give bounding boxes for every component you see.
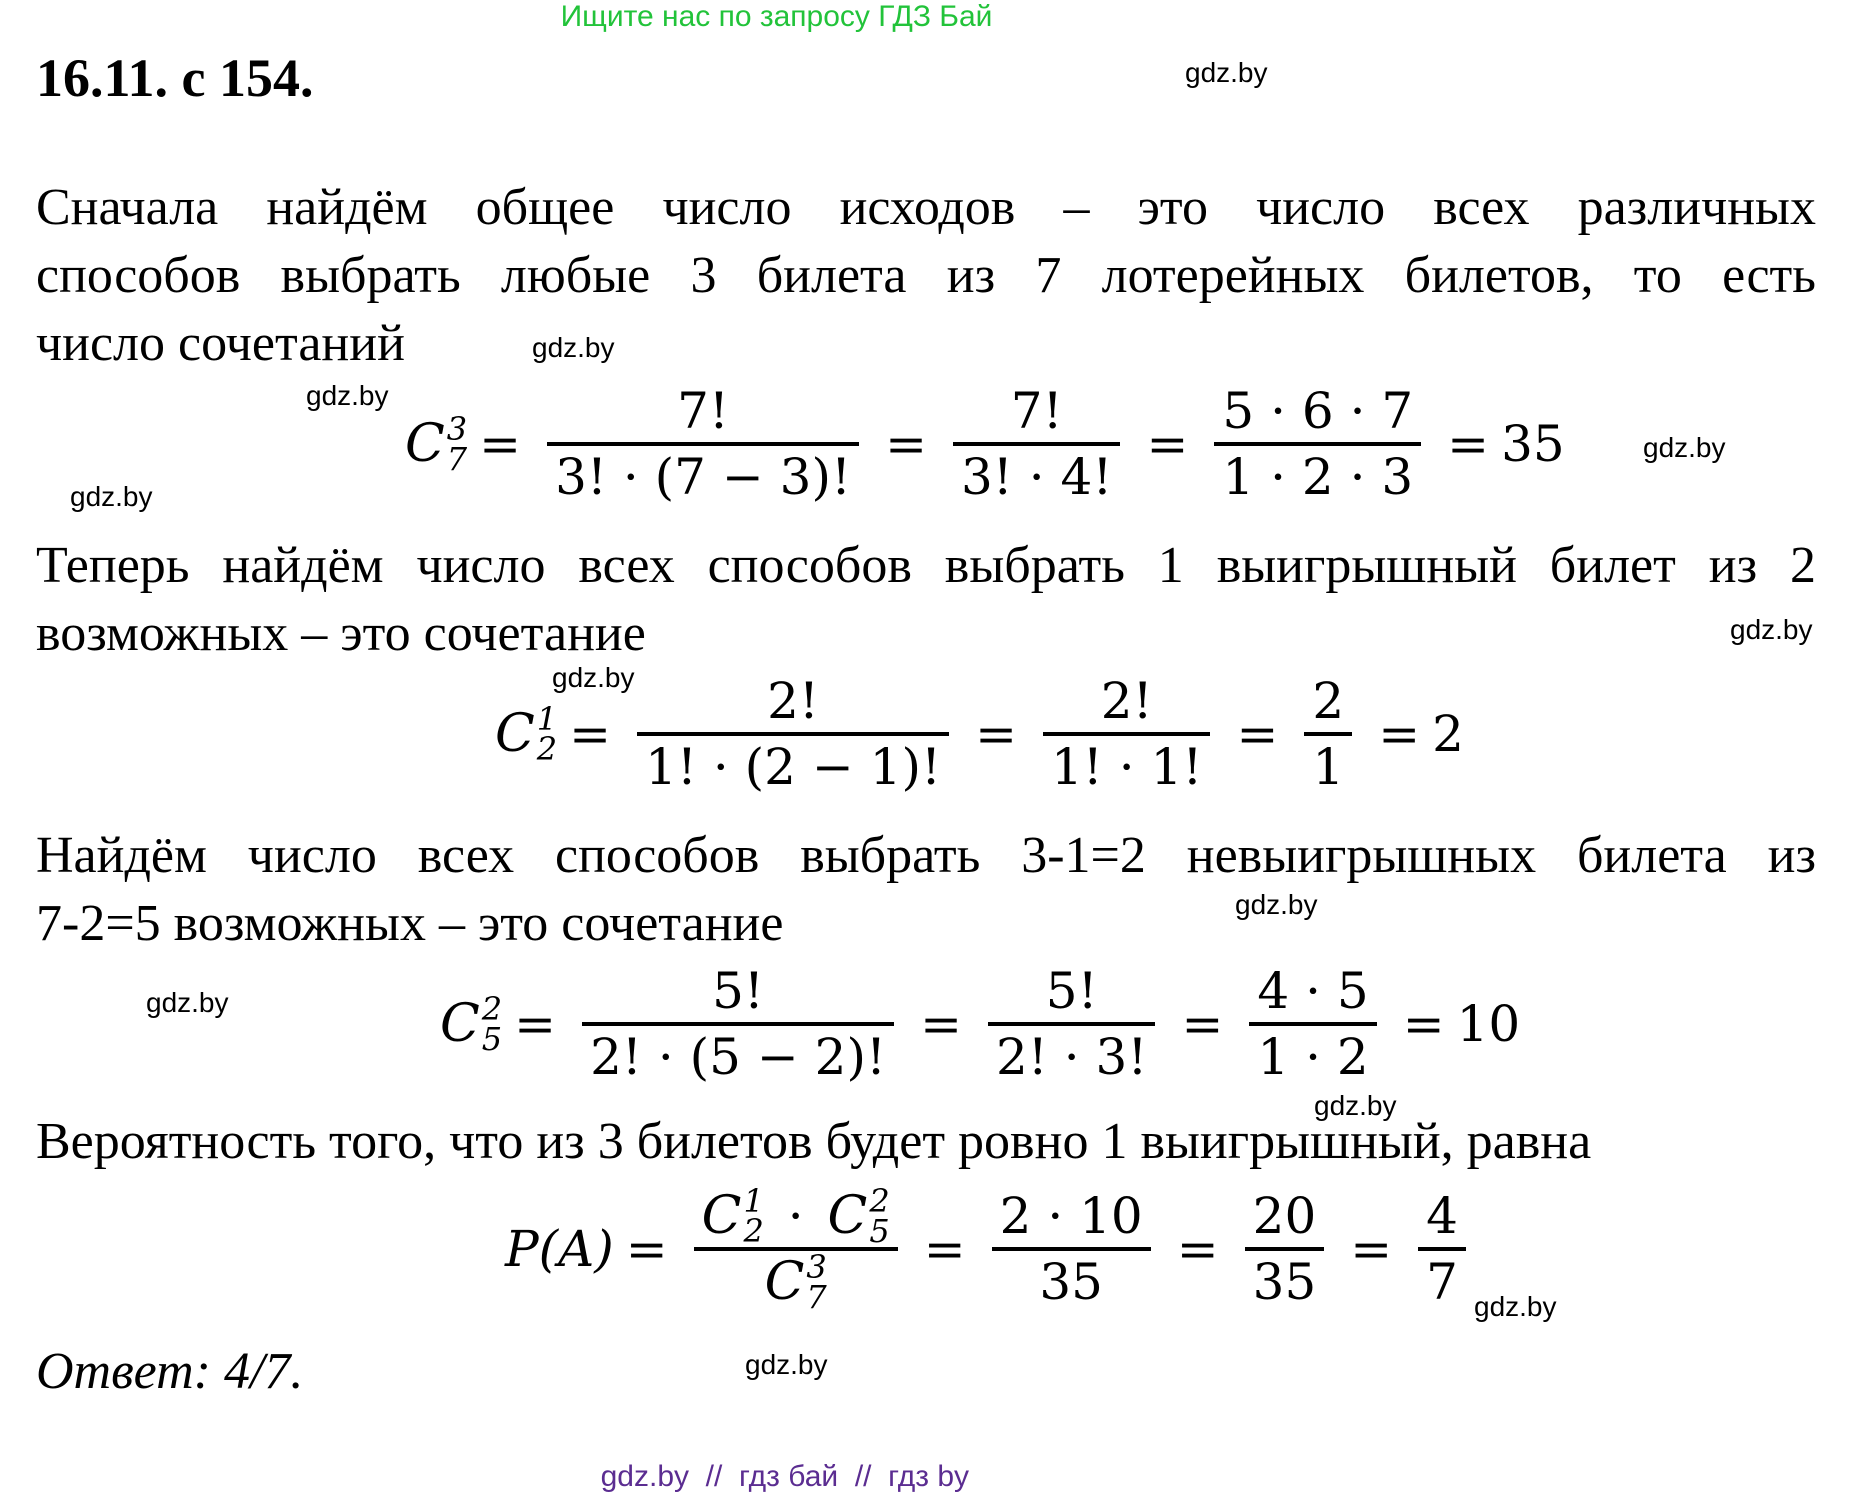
watermark: gdz.by (70, 481, 153, 512)
equals-sign: = (1447, 415, 1490, 473)
denominator: 7 (1426, 1253, 1458, 1311)
numerator: 5! (712, 962, 765, 1020)
text-line: Вероятность того, что из 3 билетов будет ровно 1 выигрышный, равна (36, 1113, 1592, 1170)
comb-sup: 1 (743, 1182, 764, 1220)
watermark: gdz.by (745, 1349, 828, 1380)
result: 10 (1456, 995, 1521, 1053)
comb-letter: C (440, 994, 480, 1054)
watermark: gdz.by (146, 987, 229, 1018)
comb-letter: C (827, 1186, 868, 1246)
equals-sign: = (1236, 705, 1279, 763)
watermark: gdz.by (1730, 614, 1813, 645)
denominator: 1 · 2 · 3 (1222, 448, 1414, 506)
fraction (953, 380, 1121, 508)
fraction (1418, 1185, 1466, 1313)
numerator: 4 · 5 (1257, 962, 1369, 1020)
numerator: 5 · 6 · 7 (1222, 382, 1414, 440)
top-banner-text: Ищите нас по запросу ГДЗ Бай (560, 0, 993, 33)
fraction (992, 1185, 1151, 1313)
text-line: Найдём число всех способов выбрать 3-1=2 невыигрышных билета из (36, 827, 1816, 884)
equals-sign: = (1181, 995, 1224, 1053)
comb-sup: 2 (869, 1182, 890, 1220)
result: 35 (1501, 415, 1565, 473)
denominator: 3! · 4! (960, 448, 1113, 506)
fraction (637, 670, 949, 798)
watermark: gdz.by (1185, 57, 1268, 88)
comb-sub: 2 (743, 1212, 764, 1250)
comb-sub: 7 (446, 440, 468, 478)
fraction (547, 380, 859, 508)
equals-sign: = (1350, 1220, 1393, 1278)
watermark: gdz.by (1235, 889, 1318, 920)
text-line: 7-2=5 возможных – это сочетание (36, 895, 784, 952)
comb-sub: 2 (536, 730, 558, 768)
combination-symbol (405, 410, 468, 478)
fraction (1214, 380, 1421, 508)
formula-c-2-1 (495, 670, 1464, 798)
combination-symbol (495, 700, 558, 768)
combination-symbol (827, 1182, 890, 1250)
denominator: 35 (1252, 1253, 1317, 1311)
denominator: 1 (1312, 738, 1345, 796)
formula-probability (505, 1182, 1480, 1316)
denominator: 2! · 3! (995, 1028, 1148, 1086)
comb-sub: 5 (869, 1212, 890, 1250)
comb-letter: C (405, 414, 445, 474)
footer-links (0, 1432, 1853, 1493)
watermark: gdz.by (306, 380, 389, 411)
watermark: gdz.by (552, 662, 635, 693)
comb-sub: 5 (481, 1020, 503, 1058)
equals-sign: = (1402, 995, 1445, 1053)
text-line: Сначала найдём общее число исходов – это число всех различных (36, 179, 1816, 236)
text-line: число сочетаний (36, 315, 405, 372)
comb-sup: 1 (536, 700, 558, 738)
answer: Ответ: 4/7. (36, 1343, 304, 1400)
comb-letter: C (495, 704, 535, 764)
equals-sign: = (625, 1220, 668, 1278)
combination-symbol (440, 990, 503, 1058)
equals-sign: = (1146, 415, 1189, 473)
comb-sub: 7 (806, 1278, 827, 1316)
equals-sign: = (514, 995, 557, 1053)
equals-sign: = (923, 1220, 966, 1278)
text-line: Теперь найдём число всех способов выбрать 1 выигрышный билет из 2 (36, 537, 1816, 594)
fraction (1043, 670, 1211, 798)
watermark: gdz.by (532, 332, 615, 363)
equals-sign: = (569, 705, 612, 763)
numerator (694, 1182, 898, 1250)
denominator: 1! · 1! (1050, 738, 1203, 796)
page-title: 16.11. с 154. (36, 48, 314, 108)
watermark: gdz.by (1643, 432, 1726, 463)
equals-sign: = (1378, 705, 1421, 763)
top-banner (0, 2, 1853, 32)
comb-sup: 2 (481, 990, 503, 1028)
numerator: 4 (1426, 1187, 1458, 1245)
formula-c-7-3 (405, 380, 1565, 508)
formula-c-5-2 (440, 960, 1520, 1088)
fraction (694, 1182, 898, 1316)
denominator: 2! · (5 − 2)! (590, 1028, 887, 1086)
denominator (757, 1248, 835, 1316)
numerator: 2 (1312, 672, 1345, 730)
fraction (1304, 670, 1352, 798)
multiply-dot: · (787, 1187, 804, 1245)
comb-letter: C (701, 1186, 742, 1246)
numerator: 5! (1045, 962, 1098, 1020)
denominator: 1! · (2 − 1)! (645, 738, 942, 796)
paragraph-total-outcomes (36, 174, 1816, 378)
text-line: возможных – это сочетание (36, 605, 646, 662)
fraction (988, 960, 1156, 1088)
paragraph-probability (36, 1108, 1816, 1176)
numerator: 2! (767, 672, 820, 730)
equals-sign: = (920, 995, 962, 1053)
result: 2 (1432, 705, 1464, 763)
numerator: 7! (1010, 382, 1063, 440)
probability-lhs: P(A) (505, 1220, 614, 1278)
comb-sup: 3 (806, 1248, 827, 1286)
denominator: 35 (1039, 1253, 1103, 1311)
numerator: 2! (1100, 672, 1153, 730)
numerator: 7! (677, 382, 730, 440)
comb-letter: C (764, 1252, 805, 1312)
equals-sign: = (479, 415, 522, 473)
denominator: 3! · (7 − 3)! (555, 448, 852, 506)
fraction (1245, 1185, 1325, 1313)
paragraph-winning-ticket (36, 532, 1816, 668)
paragraph-losing-tickets (36, 822, 1816, 958)
fraction (1249, 960, 1376, 1088)
equals-sign: = (1176, 1220, 1219, 1278)
numerator: 20 (1252, 1187, 1317, 1245)
text-line: способов выбрать любые 3 билета из 7 лотерейных билетов, то есть (36, 247, 1816, 304)
combination-symbol (764, 1248, 827, 1316)
denominator: 1 · 2 (1257, 1028, 1369, 1086)
equals-sign: = (975, 705, 1017, 763)
equals-sign: = (885, 415, 927, 473)
watermark: gdz.by (1314, 1090, 1397, 1121)
combination-symbol (701, 1182, 764, 1250)
comb-sup: 3 (446, 410, 468, 448)
watermark: gdz.by (1474, 1291, 1557, 1322)
fraction (582, 960, 894, 1088)
numerator: 2 · 10 (999, 1187, 1143, 1245)
footer-text: gdz.by // гдз бай // гдз by (600, 1460, 970, 1493)
